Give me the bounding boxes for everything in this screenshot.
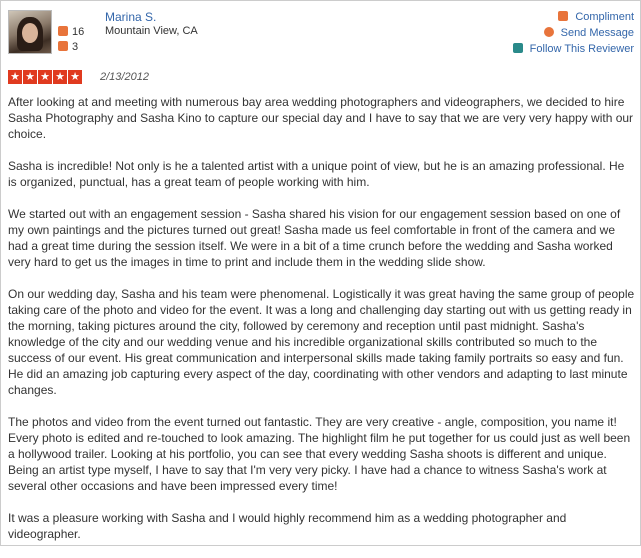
review-body [8, 94, 636, 558]
friends-count [58, 26, 84, 38]
star-icon: ★ [8, 70, 22, 84]
review-paragraph: On our wedding day, Sasha and his team were phenomenal. Logistically it was great having the same group of people taking care of the photo and video for the event. It was a long and challenging day starting out with us getting ready in the morning, taking pictures around the city, followed by ceremony and reception until past midnight. Sasha's knowledge of the city and our wedding venue and his incredible organizational skills contributed so much to the success of our event. His great communication and interpersonal skills made taking family portraits so easy and fun. He did an amazing job capturing every aspect of the day, coordinating with other vendors and adapting to last minute changes. [8, 287, 635, 397]
compliment-link[interactable] [513, 9, 634, 25]
follow-reviewer-link[interactable] [513, 41, 634, 57]
star-rating [8, 70, 83, 85]
star-icon: ★ [38, 70, 52, 84]
review-count-icon [58, 41, 68, 51]
reviews-count-value: 3 [72, 41, 79, 53]
send-message-label: Send Message [560, 27, 634, 39]
star-icon: ★ [23, 70, 37, 84]
review-paragraph: It was a pleasure working with Sasha and I would highly recommend him as a wedding photographer and videographer. [8, 511, 567, 541]
compliment-icon [558, 11, 568, 21]
star-icon: ★ [53, 70, 67, 84]
follow-label: Follow This Reviewer [529, 43, 634, 55]
friends-count-value: 16 [72, 26, 85, 38]
user-location: Mountain View, CA [105, 25, 198, 37]
friends-icon [58, 26, 68, 36]
review-paragraph: Sasha is incredible! Not only is he a talented artist with a unique point of view, but he is an amazing professional. He is organized, punctual, has a great team of people working with him. [8, 159, 625, 189]
user-avatar[interactable] [8, 10, 52, 54]
send-message-link[interactable] [513, 25, 634, 41]
star-icon: ★ [68, 70, 82, 84]
user-name-link[interactable]: Marina S. [105, 10, 157, 24]
review-date: 2/13/2012 [100, 71, 149, 83]
follow-icon [513, 43, 523, 53]
review-paragraph: We started out with an engagement session - Sasha shared his vision for our engagement session based on one of my own paintings and the pictures turned out great! Sasha made us feel comfortable in front of the camera and we had a great time during the session itself. We were in a bit of a time crunch before the wedding and Sasha worked very hard to get us the images in time to print and include them in the wedding slide show. [8, 207, 621, 269]
send-message-icon [544, 27, 554, 37]
review-paragraph: The photos and video from the event turned out fantastic. They are very creative - angle, composition, you name it! Every photo is edited and re-touched to look amazing. The highlight film he put together for us could just as well been a hollywood trailer. Looking at his portfolio, you can see that every wedding Sasha shoots is different and unique. Being an artist type myself, I have to say that I'm very very picky. I have had a chance to witness Sasha's work at several other occasions and have been impressed every time! [8, 415, 631, 493]
reviews-count [58, 41, 78, 53]
compliment-label: Compliment [575, 11, 634, 23]
review-actions [513, 9, 634, 57]
review-paragraph: After looking at and meeting with numerous bay area wedding photographers and videographers, we decided to hire Sasha Photography and Sasha Kino to capture our special day and I have to say that we are very very happy with our choice. [8, 95, 634, 141]
